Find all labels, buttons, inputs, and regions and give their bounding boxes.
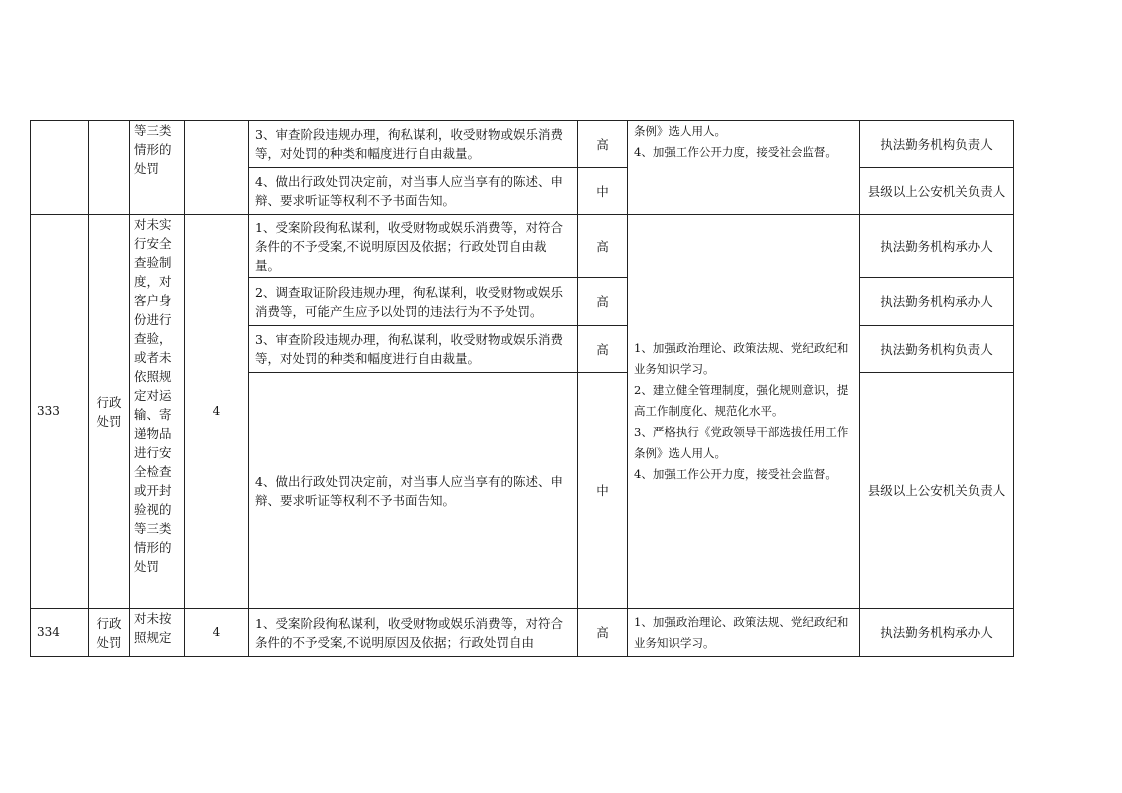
- count-cell: 4: [185, 609, 249, 657]
- category-cell: 行政处罚: [89, 609, 130, 657]
- item-number-cell: 333: [31, 215, 89, 609]
- item-number-cell: [31, 121, 89, 215]
- table-row: [31, 121, 1014, 168]
- measure-item: 1、加强政治理论、政策法规、党纪政纪和业务知识学习。: [634, 341, 849, 376]
- measure-item: 条例》选人用人。: [634, 124, 726, 138]
- risk-point-cell: 4、做出行政处罚决定前，对当事人应当享有的陈述、申辩、要求听证等权利不予书面告知。: [249, 168, 578, 215]
- risk-level-cell: 高: [578, 326, 628, 373]
- responsible-cell: 县级以上公安机关负责人: [860, 168, 1014, 215]
- category-cell: [89, 121, 130, 215]
- measures-cell: [628, 215, 860, 609]
- responsible-cell: 执法勤务机构承办人: [860, 278, 1014, 326]
- responsible-cell: 执法勤务机构承办人: [860, 215, 1014, 278]
- risk-point-cell: 3、审查阶段违规办理，徇私谋利，收受财物或娱乐消费等，对处罚的种类和幅度进行自由裁量。: [249, 121, 578, 168]
- table-row: [31, 215, 1014, 278]
- responsible-cell: 执法勤务机构负责人: [860, 121, 1014, 168]
- risk-level-cell: 中: [578, 373, 628, 609]
- responsible-cell: 县级以上公安机关负责人: [860, 373, 1014, 609]
- measure-item: 2、建立健全管理制度，强化规则意识，提高工作制度化、规范化水平。: [634, 383, 849, 418]
- risk-level-cell: 高: [578, 215, 628, 278]
- category-cell: 行政处罚: [89, 215, 130, 609]
- item-name-cell: 对未实行安全查验制度，对客户身份进行查验，或者未依照规定对运输、寄递物品进行安全检查或开封验视的等三类情形的处罚: [130, 215, 185, 609]
- count-cell: [185, 121, 249, 215]
- risk-level-cell: 高: [578, 121, 628, 168]
- measure-item: 3、严格执行《党政领导干部选拔任用工作条例》选人用人。: [634, 425, 849, 460]
- item-name-cell: 等三类情形的处罚: [130, 121, 185, 215]
- responsible-cell: 执法勤务机构承办人: [860, 609, 1014, 657]
- risk-point-cell: 3、审查阶段违规办理，徇私谋利，收受财物或娱乐消费等，对处罚的种类和幅度进行自由裁量。: [249, 326, 578, 373]
- measure-item: 4、加强工作公开力度，接受社会监督。: [634, 467, 837, 481]
- risk-level-cell: 高: [578, 278, 628, 326]
- measure-item: 4、加强工作公开力度，接受社会监督。: [634, 145, 837, 159]
- measures-cell: 1、加强政治理论、政策法规、党纪政纪和业务知识学习。: [628, 609, 860, 657]
- risk-point-cell: 4、做出行政处罚决定前，对当事人应当享有的陈述、申辩、要求听证等权利不予书面告知。: [249, 373, 578, 609]
- risk-table: [30, 120, 1014, 657]
- responsible-cell: 执法勤务机构负责人: [860, 326, 1014, 373]
- risk-point-cell: 1、受案阶段徇私谋利，收受财物或娱乐消费等，对符合条件的不予受案,不说明原因及依据；行政处罚自由裁量。: [249, 215, 578, 278]
- measures-cell: [628, 121, 860, 215]
- item-name-cell: 对未按照规定: [130, 609, 185, 657]
- risk-point-cell: 1、受案阶段徇私谋利，收受财物或娱乐消费等，对符合条件的不予受案,不说明原因及依据；行政处罚自由: [249, 609, 578, 657]
- risk-point-cell: 2、调查取证阶段违规办理，徇私谋利，收受财物或娱乐消费等，可能产生应予以处罚的违法行为不予处罚。: [249, 278, 578, 326]
- item-number-cell: 334: [31, 609, 89, 657]
- risk-level-cell: 高: [578, 609, 628, 657]
- risk-level-cell: 中: [578, 168, 628, 215]
- count-cell: 4: [185, 215, 249, 609]
- table-row: [31, 609, 1014, 657]
